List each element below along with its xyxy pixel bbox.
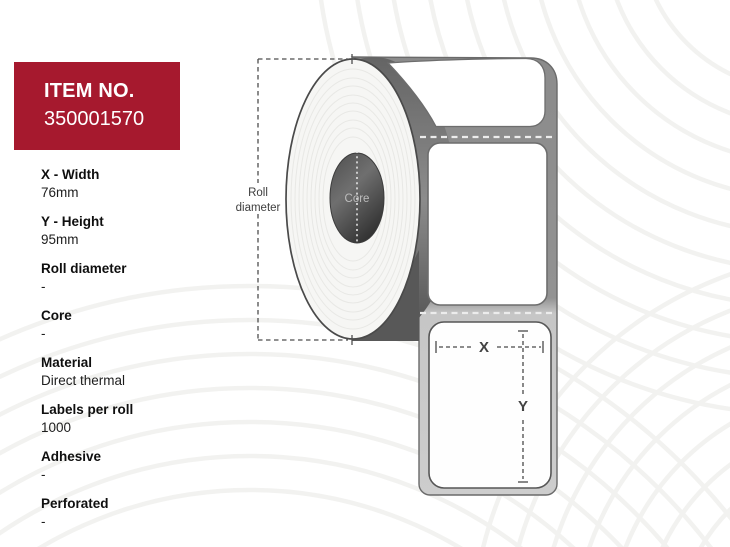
spec-value: - xyxy=(41,467,46,482)
spec-label: Perforated xyxy=(41,496,109,511)
spec-row-perforated xyxy=(41,495,241,530)
spec-row-y-height xyxy=(41,213,241,248)
spec-row-adhesive xyxy=(41,448,241,483)
spec-value: 1000 xyxy=(41,420,72,435)
spec-row-roll-diameter xyxy=(41,260,241,295)
spec-row-core xyxy=(41,307,241,342)
spec-value: - xyxy=(41,326,46,341)
spec-label: X - Width xyxy=(41,167,100,182)
spec-label: Core xyxy=(41,308,72,323)
roll-diameter-label-line2: diameter xyxy=(235,202,281,214)
spec-label: Adhesive xyxy=(41,449,102,464)
spec-list xyxy=(41,166,241,542)
spec-label: Labels per roll xyxy=(41,402,134,417)
item-number: 350001570 xyxy=(44,108,145,130)
spec-value: - xyxy=(41,514,46,529)
core-label: Core xyxy=(344,193,370,205)
item-no-heading: ITEM NO. xyxy=(44,80,135,102)
spec-row-material xyxy=(41,354,241,389)
label-middle xyxy=(428,143,547,305)
x-dimension-label: X xyxy=(478,339,490,356)
spec-label: Y - Height xyxy=(41,214,104,229)
spec-value: 95mm xyxy=(41,232,79,247)
spec-label: Material xyxy=(41,355,93,370)
spec-label: Roll diameter xyxy=(41,261,127,276)
spec-row-x-width xyxy=(41,166,241,201)
spec-value: Direct thermal xyxy=(41,373,126,388)
roll-diameter-label-line1: Roll xyxy=(248,187,268,199)
spec-row-labels-per-roll xyxy=(41,401,241,436)
spec-value: 76mm xyxy=(41,185,79,200)
item-number-box xyxy=(14,62,180,150)
spec-value: - xyxy=(41,279,46,294)
y-dimension-label: Y xyxy=(517,398,529,415)
